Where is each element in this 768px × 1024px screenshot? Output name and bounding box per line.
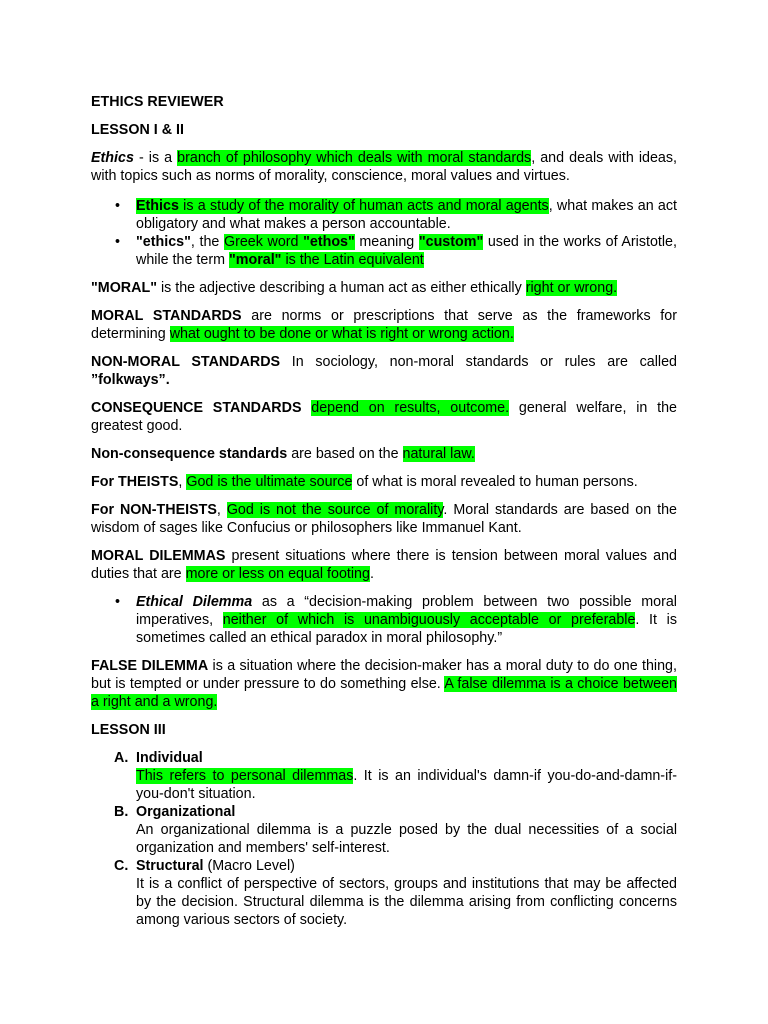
false-dilemma-definition: FALSE DILEMMA is a situation where the decision-maker has a moral duty to do one thing, but is tempted or under pressure to do something else. A false dilemma is a choice between a right and a wrong. (91, 658, 677, 710)
item-label: B. (114, 804, 129, 820)
non-moral-standards-definition: NON-MORAL STANDARDS In sociology, non-moral standards or rules are called ”folkways”. (91, 354, 677, 388)
moral-dilemmas-definition: MORAL DILEMMAS present situations where there is tension between moral values and duties that are more or less on equal footing. (91, 548, 677, 582)
list-item (114, 749, 677, 803)
list-item: • "ethics", the Greek word "ethos" meaning "custom" used in the works of Aristotle, while the term "moral" is the Latin equivalent (136, 233, 677, 269)
non-theists-definition: For NON-THEISTS, God is not the source of morality. Moral standards are based on the wisdom of sages like Confucius or philosophers like Immanuel Kant. (91, 502, 678, 536)
lesson-heading: LESSON I & II (91, 122, 184, 138)
item-body: It is a conflict of perspective of sectors, groups and institutions that may be affected by the decision. Structural dilemma is the dilemma arising from conflicting concerns among various sectors of society. (136, 876, 677, 928)
moral-definition: "MORAL" is the adjective describing a human act as either ethically right or wrong. (91, 280, 618, 296)
item-title: Organizational (136, 804, 236, 820)
list-item (114, 857, 677, 929)
item-title: Structural (Macro Level) (136, 858, 295, 874)
lesson-heading: LESSON III (91, 722, 166, 738)
moral-standards-definition: MORAL STANDARDS are norms or prescriptions that serve as the frameworks for determining what ought to be done or what is right or wrong action. (91, 308, 677, 342)
dilemma-levels-list (91, 749, 677, 929)
document-body (91, 93, 677, 929)
list-item: • Ethical Dilemma as a “decision-making problem between two possible moral imperatives, neither of which is unambiguously acceptable or preferable. It is sometimes called an ethical paradox in moral philosophy.” (136, 593, 677, 647)
document-title: ETHICS REVIEWER (91, 94, 224, 110)
item-label: A. (114, 750, 129, 766)
theists-definition: For THEISTS, God is the ultimate source of what is moral revealed to human persons. (91, 474, 638, 490)
consequence-standards-definition: CONSEQUENCE STANDARDS depend on results, outcome. general welfare, in the greatest good. (91, 400, 677, 434)
list-item: • Ethics is a study of the morality of human acts and moral agents, what makes an act obligatory and what makes a person accountable. (136, 197, 677, 233)
list-item (114, 803, 677, 857)
item-title: Individual (136, 750, 203, 766)
ethics-bullet-list (91, 197, 677, 269)
non-consequence-standards-definition: Non-consequence standards are based on the natural law. (91, 446, 475, 462)
item-label: C. (114, 858, 129, 874)
dilemma-bullet-list (91, 593, 677, 647)
item-body: An organizational dilemma is a puzzle posed by the dual necessities of a social organization and members' self-interest. (136, 822, 677, 856)
item-body: This refers to personal dilemmas. It is an individual's damn-if you-do-and-damn-if-you-don't situation. (136, 768, 677, 802)
ethics-definition: Ethics - is a branch of philosophy which deals with moral standards, and deals with ideas, with topics such as norms of morality, conscience, moral values and virtues. (91, 150, 677, 184)
